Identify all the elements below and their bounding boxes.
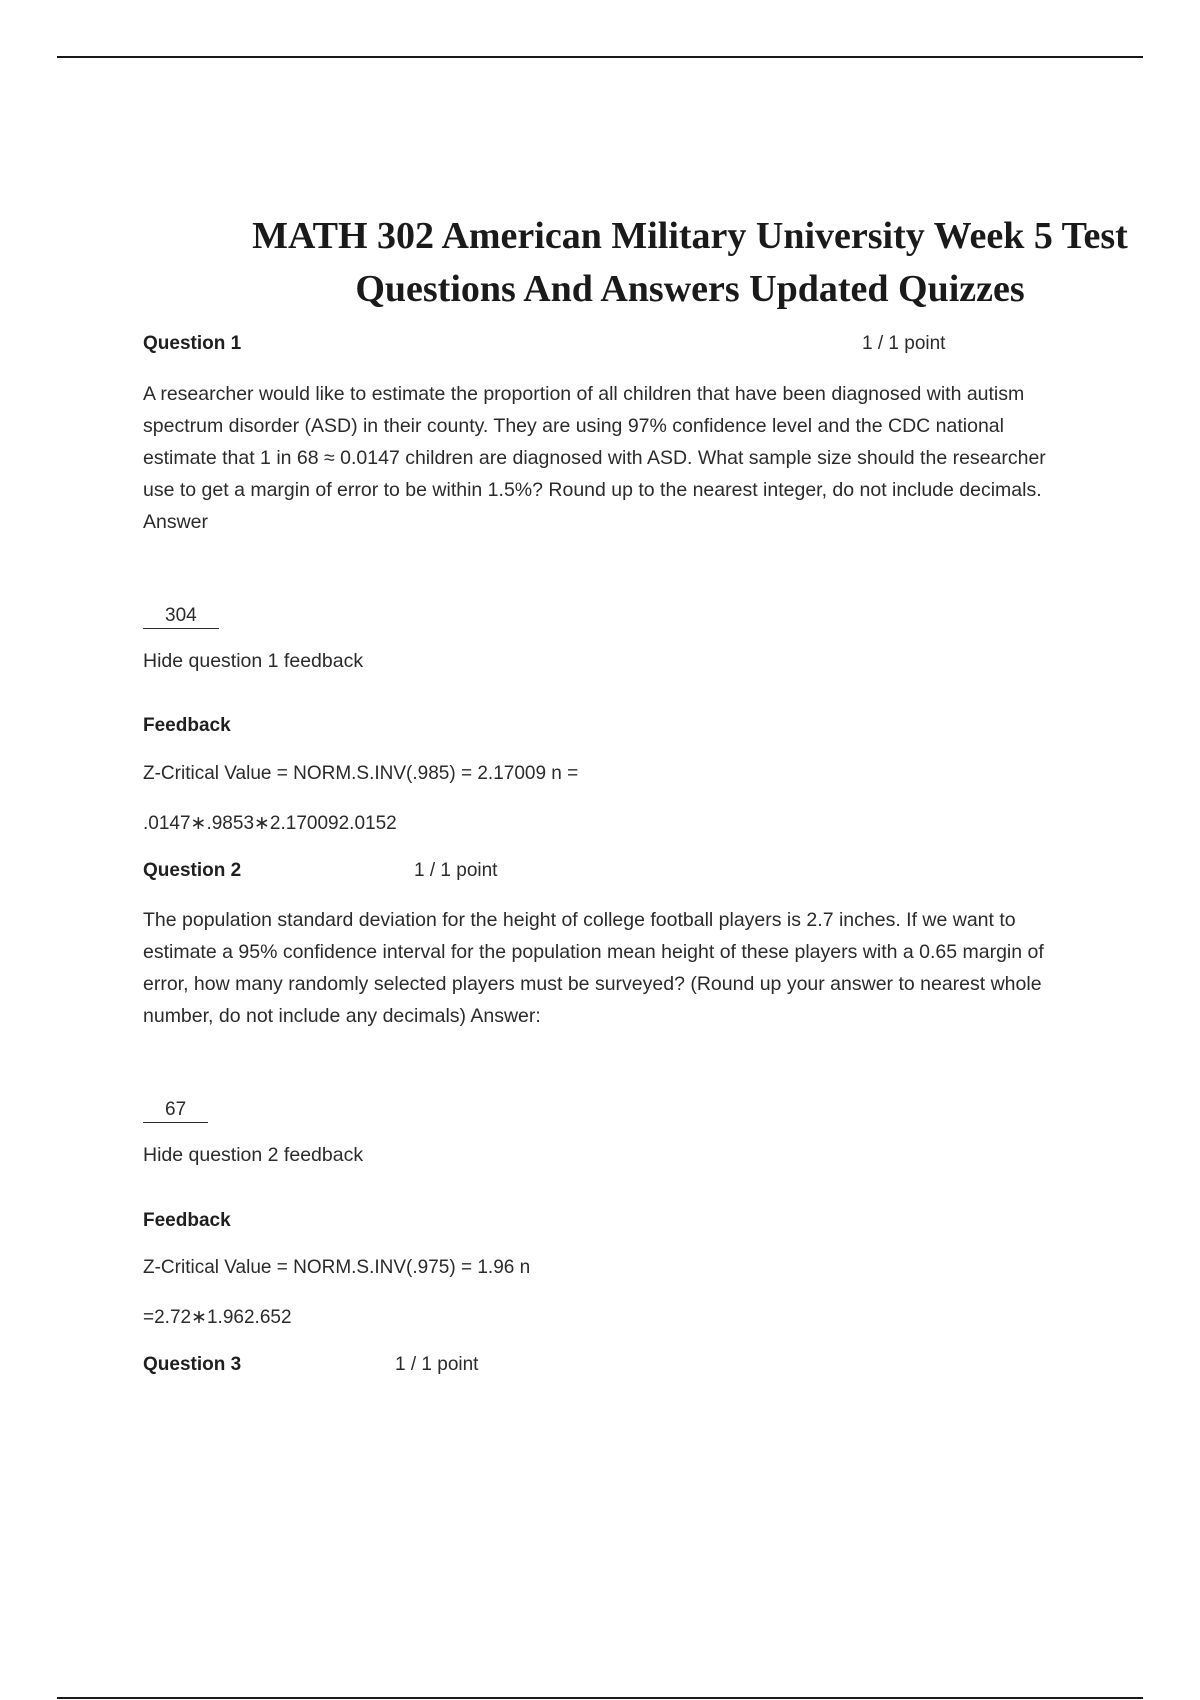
question-3-points: 1 / 1 point bbox=[395, 1354, 479, 1375]
question-1-feedback-line-2: .0147∗.9853∗2.170092.0152 bbox=[143, 813, 397, 834]
question-2-text: The population standard deviation for the height of college football players is 2.7 inches. If we want to estimate a 95% confidence interval for the population mean height of these players with a 0.65 margin of error, how many randomly selected players must be surveyed? (Round up your answer to nearest whole number, do not include any decimals) Answer: bbox=[143, 909, 1044, 1027]
question-2-feedback-line-2: =2.72∗1.962.652 bbox=[143, 1307, 292, 1328]
question-1-label: Question 1 bbox=[143, 333, 242, 354]
question-2-feedback-line-1: Z-Critical Value = NORM.S.INV(.975) = 1.96 n bbox=[143, 1257, 531, 1278]
question-1-feedback-heading: Feedback bbox=[143, 715, 231, 736]
question-3-label: Question 3 bbox=[143, 1354, 242, 1375]
title-line-2: Questions And Answers Updated Quizzes bbox=[355, 268, 1025, 310]
question-1-feedback-line-1: Z-Critical Value = NORM.S.INV(.985) = 2.17009 n = bbox=[143, 763, 579, 784]
hide-question-1-feedback[interactable]: Hide question 1 feedback bbox=[143, 650, 364, 672]
question-1-answer-value: 304 bbox=[143, 605, 219, 629]
top-rule bbox=[57, 56, 1143, 58]
question-2-feedback-heading: Feedback bbox=[143, 1210, 231, 1231]
question-2-label: Question 2 bbox=[143, 860, 242, 881]
title-line-1: MATH 302 American Military University Week 5 Test bbox=[252, 215, 1128, 257]
question-1-answer bbox=[143, 605, 219, 629]
question-1-points: 1 / 1 point bbox=[862, 333, 946, 354]
bottom-rule bbox=[57, 1697, 1143, 1699]
hide-question-2-feedback[interactable]: Hide question 2 feedback bbox=[143, 1144, 364, 1166]
question-2-points: 1 / 1 point bbox=[414, 860, 498, 881]
question-2-answer-value: 67 bbox=[143, 1099, 208, 1123]
question-2-answer bbox=[143, 1099, 208, 1123]
page-title bbox=[190, 210, 1190, 316]
question-1-text: A researcher would like to estimate the proportion of all children that have been diagnosed with autism spectrum disorder (ASD) in their county. They are using 97% confidence level and the CDC national estimate that 1 in 68 ≈ 0.0147 children are diagnosed with ASD. What sample size should the researcher use to get a margin of error to be within 1.5%? Round up to the nearest integer, do not include decimals. Answer bbox=[143, 383, 1046, 533]
